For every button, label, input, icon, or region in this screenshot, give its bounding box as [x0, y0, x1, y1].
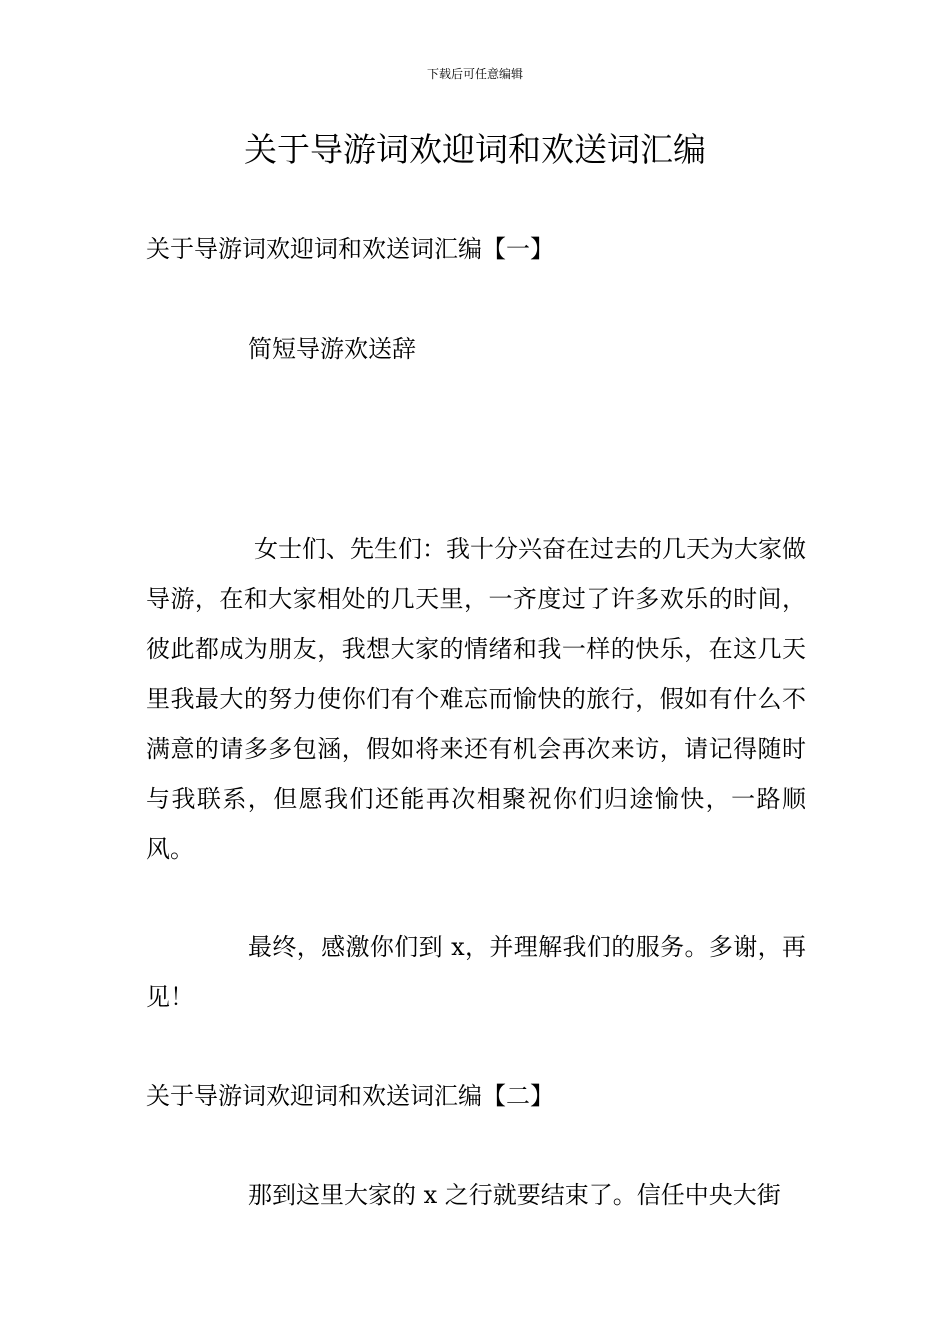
section-1-paragraph-1: 女士们、先生们：我十分兴奋在过去的几天为大家做导游，在和大家相处的几天里，一齐度过了许多欢乐的时间，彼此都成为朋友，我想大家的情绪和我一样的快乐，在这几天里我最大的努力使你们有个难忘而愉快的旅行，假如有什么不满意的请多多包涵，假如将来还有机会再次来访，请记得随时与我联系，但愿我们还能再次相聚祝你们归途愉快，一路顺风。	[146, 535, 806, 863]
header-note: 下载后可任意编辑	[426, 67, 523, 81]
section-1-heading: 关于导游词欢迎词和欢送词汇编【一】	[146, 235, 554, 263]
section-2-heading: 关于导游词欢迎词和欢送词汇编【二】	[146, 1082, 554, 1110]
section-2-paragraph-1: 那到这里大家的 x 之行就要结束了。信任中央大街	[248, 1181, 781, 1209]
document-title: 关于导游词欢迎词和欢送词汇编	[244, 130, 706, 169]
section-1-subtitle: 简短导游欢送辞	[248, 335, 416, 363]
section-1-paragraph-2: 最终，感激你们到 x，并理解我们的服务。多谢，再见！	[146, 933, 806, 1011]
